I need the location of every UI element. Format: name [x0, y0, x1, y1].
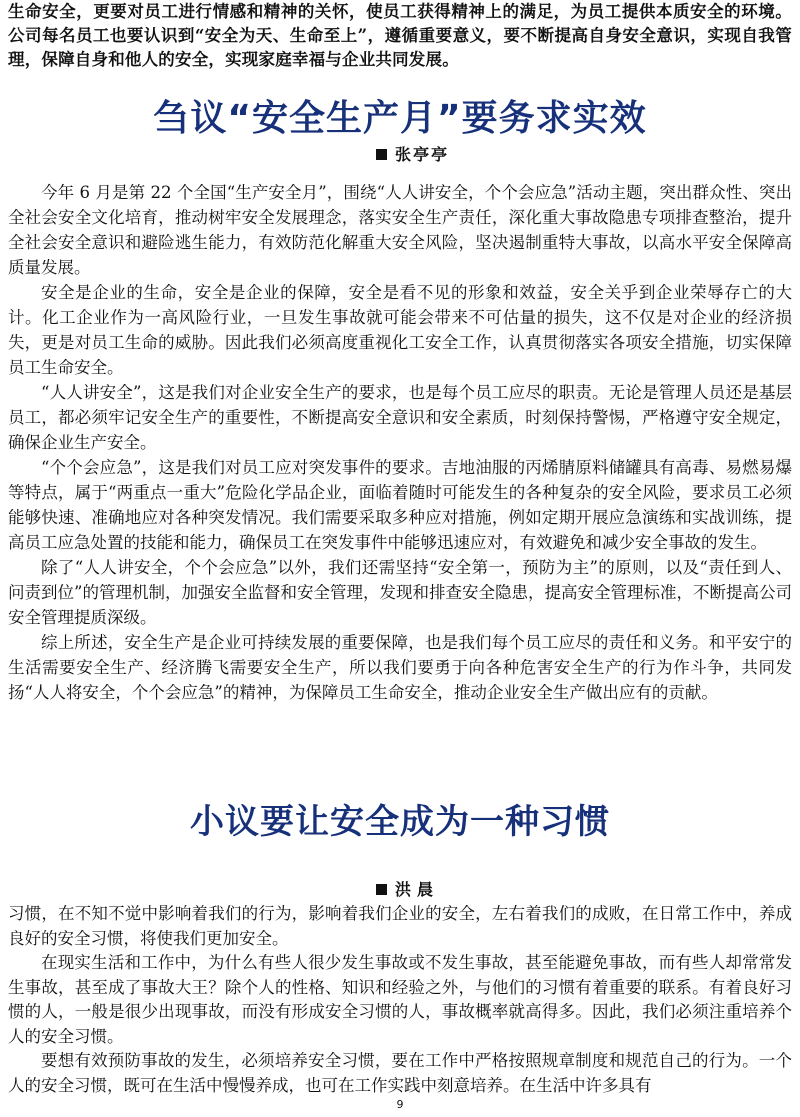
body-paragraph: 安全是企业的生命，安全是企业的保障，安全是看不见的形象和效益，安全关乎到企业荣辱存亡的大计。化工企业作为一高风险行业，一旦发生事故就可能会带来不可估量的损失，这不仅是对企业的经济损失，更是对员工生命的威胁。因此我们必须高度重视化工安全工作，认真贯彻落实各项安全措施，切实保障员工生命安全。	[8, 283, 792, 377]
body-paragraph: 要想有效预防事故的发生，必须培养安全习惯，要在工作中严格按照规章制度和规范自己的行为。一个人的安全习惯，既可在生活中慢慢养成，也可在工作实践中刻意培养。在生活中许多具有	[8, 1051, 792, 1095]
black-square-icon	[376, 884, 387, 895]
body-paragraph: “人人讲安全”，这是我们对企业安全生产的要求，也是每个员工应尽的职责。无论是管理人员还是基层员工，都必须牢记安全生产的重要性，不断提高安全意识和安全素质，时刻保持警惕，严格遵守安全规定，确保企业生产安全。	[8, 383, 792, 452]
previous-article-ending	[8, 0, 792, 72]
page-number: 9	[396, 1098, 404, 1111]
black-square-icon	[376, 149, 387, 160]
body-paragraph: “个个会应急”，这是我们对员工应对突发事件的要求。吉地油服的丙烯腈原料储罐具有高毒、易燃易爆等特点，属于“两重点一重大”危险化学品企业，面临着随时可能发生的各种复杂的安全风险，要求员工必须能够快速、准确地应对各种突发情况。我们需要采取多种应对措施，例如定期开展应急演练和实战训练，提高员工应急处置的技能和能力，确保员工在突发事件中能够迅速应对，有效避免和减少安全事故的发生。	[8, 458, 792, 552]
article-title: 小议要让安全成为一种习惯	[190, 802, 610, 842]
body-paragraph: 在现实生活和工作中，为什么有些人很少发生事故或不发生事故，甚至能避免事故，而有些人却常常发生事故，甚至成了事故大王？除个人的性格、知识和经验之外，与他们的习惯有着重要的联系。有着良好习惯的人，一般是很少出现事故，而没有形成安全习惯的人，事故概率就高得多。因此，我们必须注重培养个人的安全习惯。	[8, 953, 792, 1046]
article-body	[8, 902, 792, 1098]
body-paragraph: 除了“人人讲安全，个个会应急”以外，我们还需坚持“安全第一，预防为主”的原则，以及“责任到人、问责到位”的管理机制，加强安全监督和安全管理，发现和排查安全隐患，提高安全管理标准，不断提高公司安全管理提质深级。	[8, 558, 792, 627]
article-title: 刍议“安全生产月”要务求实效	[153, 98, 647, 139]
author-name: 张亭亭	[395, 145, 450, 164]
article-byline	[376, 142, 449, 165]
article-byline	[376, 877, 439, 900]
body-paragraph: 习惯，在不知不觉中影响着我们的行为，影响着我们企业的安全，左右着我们的成败，在日常工作中，养成良好的安全习惯，将使我们更加安全。	[8, 904, 792, 948]
lead-paragraph: 生命安全，更要对员工进行情感和精神的关怀，使员工获得精神上的满足，为员工提供本质安全的环境。公司每名员工也要认识到“安全为天、生命至上”，遵循重要意义，要不断提高自身安全意识，实现自我管理，保障自身和他人的安全，实现家庭幸福与企业共同发展。	[8, 2, 792, 69]
body-paragraph: 综上所述，安全生产是企业可持续发展的重要保障，也是我们每个员工应尽的责任和义务。和平安宁的生活需要安全生产、经济腾飞需要安全生产，所以我们要勇于向各种危害安全生产的行为作斗争，共同发扬“人人将安全，个个会应急”的精神，为保障员工生命安全，推动企业安全生产做出应有的贡献。	[8, 633, 792, 702]
article-body	[8, 180, 792, 705]
body-paragraph: 今年 6 月是第 22 个全国“生产安全月”，围绕“人人讲安全，个个会应急”活动主题，突出群众性、突出全社会安全文化培育，推动树牢安全发展理念，落实安全生产责任，深化重大事故隐患专项排查整治，提升全社会安全意识和避险逃生能力，有效防范化解重大安全风险，坚决遏制重特大事故，以高水平安全保障高质量发展。	[8, 183, 792, 277]
author-name: 洪晨	[395, 880, 440, 899]
